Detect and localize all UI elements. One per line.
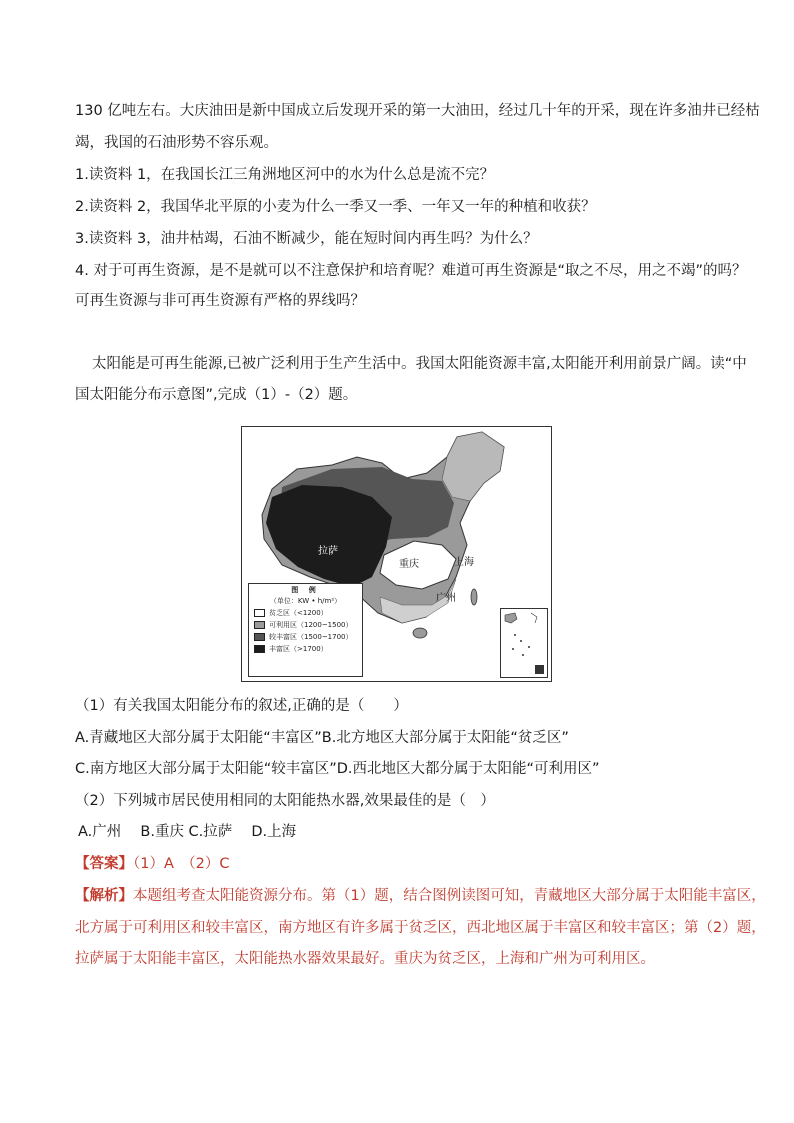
label-shanghai: 上海 bbox=[454, 557, 474, 568]
legend-swatch bbox=[254, 645, 265, 653]
legend-label: 丰富区（>1700） bbox=[269, 644, 328, 653]
answer-text: （1）A （2）C bbox=[133, 856, 230, 872]
legend-swatch bbox=[254, 633, 265, 641]
passage-line-1: 太阳能是可再生能源,已被广泛利用于生产生活中。我国太阳能资源丰富,太阳能开利用前景广阔。读“中 bbox=[92, 356, 747, 372]
legend-label: 贫乏区（<1200） bbox=[269, 608, 328, 617]
legend-swatch bbox=[254, 621, 265, 629]
legend-item bbox=[254, 643, 362, 655]
map-legend bbox=[248, 583, 363, 677]
passage-line-2: 国太阳能分布示意图”,完成（1）-（2）题。 bbox=[75, 387, 358, 403]
sub-question-2-options: A.广州 B.重庆 C.拉萨 D.上海 bbox=[78, 824, 297, 840]
inset-graphic bbox=[501, 609, 547, 677]
analysis-line-2: 北方属于可利用区和较丰富区，南方地区有许多属于贫乏区，西北地区属于丰富区和较丰富区；第（2）题， bbox=[75, 920, 766, 936]
label-chongqing: 重庆 bbox=[399, 559, 419, 570]
sub-question-1-options-ab: A.青藏地区大部分属于太阳能“丰富区”B.北方地区大部分属于太阳能“贫乏区” bbox=[75, 730, 569, 746]
analysis-text-1: 本题组考查太阳能资源分布。第（1）题，结合图例读图可知，青藏地区大部分属于太阳能丰富区， bbox=[133, 888, 766, 904]
intro-line-1: 130 亿吨左右。大庆油田是新中国成立后发现开采的第一大油田，经过几十年的开采，现在许多油井已经枯 bbox=[75, 103, 760, 119]
question-3: 3.读资料 3，油井枯竭，石油不断减少，能在短时间内再生吗？为什么？ bbox=[75, 231, 538, 247]
label-guangzhou: 广州 bbox=[436, 593, 456, 604]
question-2: 2.读资料 2，我国华北平原的小麦为什么一季又一季、一年又一年的种植和收获？ bbox=[75, 199, 596, 215]
hainan-island bbox=[413, 628, 427, 638]
legend-item bbox=[254, 607, 362, 619]
intro-line-2: 竭，我国的石油形势不容乐观。 bbox=[75, 135, 278, 151]
legend-item bbox=[254, 631, 362, 643]
label-lasa: 拉萨 bbox=[318, 546, 338, 557]
answer-line bbox=[75, 854, 230, 874]
northeast-region bbox=[442, 432, 504, 501]
taiwan-island bbox=[471, 589, 477, 605]
sub-question-2-stem: （2）下列城市居民使用相同的太阳能热水器,效果最佳的是（ ） bbox=[75, 793, 495, 809]
china-solar-map bbox=[241, 426, 552, 682]
tibet-xinjiang-region bbox=[266, 485, 392, 587]
legend-unit: （单位：KW • h/m²） bbox=[269, 597, 342, 605]
analysis-line-3: 拉萨属于太阳能丰富区，太阳能热水器效果最好。重庆为贫乏区，上海和广州为可利用区。 bbox=[75, 951, 655, 967]
analysis-tag: 【解析】 bbox=[75, 888, 133, 904]
sub-question-1-stem: （1）有关我国太阳能分布的叙述,正确的是（ ） bbox=[75, 698, 408, 714]
question-1: 1.读资料 1，在我国长江三角洲地区河中的水为什么总是流不完？ bbox=[75, 167, 495, 183]
sub-question-1-options-cd: C.南方地区大部分属于太阳能“较丰富区”D.西北地区大都分属于太阳能“可利用区” bbox=[75, 761, 600, 777]
legend-label: 可利用区（1200~1500） bbox=[269, 620, 353, 629]
analysis-line-1 bbox=[75, 886, 766, 906]
question-4-line-1: 4. 对于可再生资源，是不是就可以不注意保护和培育呢？难道可再生资源是“取之不尽，用之不竭”的吗？ bbox=[75, 263, 747, 279]
legend-item bbox=[254, 619, 362, 631]
legend-swatch bbox=[254, 609, 265, 617]
legend-title: 图 例 bbox=[291, 586, 320, 594]
answer-tag: 【答案】 bbox=[75, 856, 133, 872]
question-4-line-2: 可再生资源与非可再生资源有严格的界线吗？ bbox=[75, 293, 365, 309]
legend-label: 较丰富区（1500~1700） bbox=[269, 632, 353, 641]
south-china-sea-inset bbox=[500, 608, 548, 678]
